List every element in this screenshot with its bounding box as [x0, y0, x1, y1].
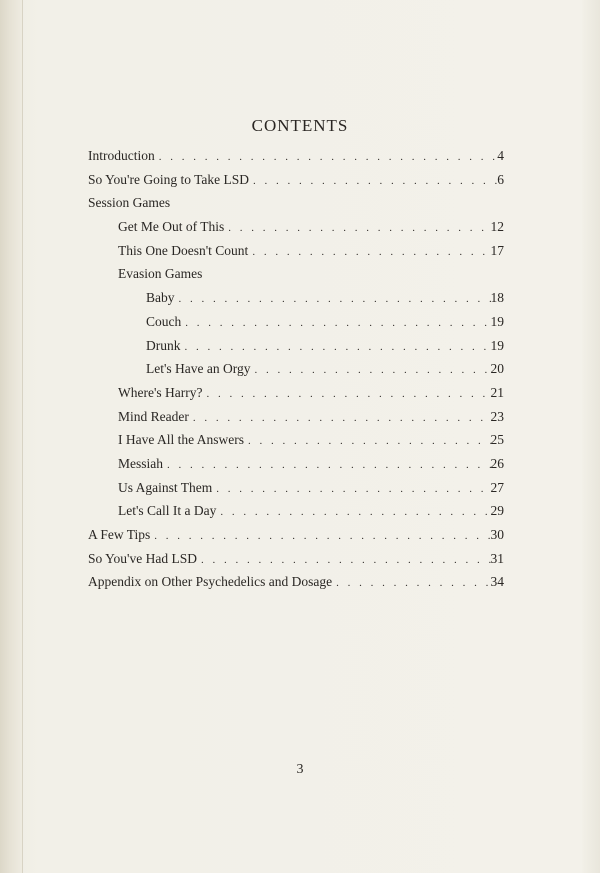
toc-entry-page: 27	[490, 479, 504, 495]
toc-entry-title: I Have All the Answers	[118, 432, 244, 448]
leader-dots	[252, 242, 490, 262]
toc-entry-page: 20	[490, 361, 504, 377]
toc-entry-title: Mind Reader	[118, 408, 189, 424]
toc-entry-page: 4	[497, 148, 504, 163]
leader-dots	[220, 502, 490, 522]
toc-entry-page: 18	[490, 290, 504, 306]
leader-dots	[216, 479, 490, 499]
toc-entry-page: 21	[490, 384, 504, 400]
leader-dots	[207, 384, 491, 404]
toc-entry-title: Drunk	[146, 337, 181, 353]
leader-dots	[255, 360, 491, 380]
toc-entry	[88, 241, 504, 265]
toc-entry-title: Let's Call It a Day	[118, 503, 217, 519]
toc-entry	[88, 264, 504, 288]
toc-entry	[88, 407, 504, 431]
toc-entry	[88, 359, 504, 383]
toc-entry	[88, 146, 504, 170]
leader-dots	[154, 526, 490, 546]
toc-entry	[88, 383, 504, 407]
toc-entry	[88, 572, 504, 596]
toc-entry-title: So You're Going to Take LSD	[88, 171, 249, 187]
leader-dots	[201, 550, 491, 570]
toc-entry-page: 25	[490, 432, 504, 448]
leader-dots	[228, 218, 490, 238]
toc-entry-page: 19	[490, 337, 504, 353]
toc-entry-title: Appendix on Other Psychedelics and Dosage	[88, 574, 333, 590]
toc-entry	[88, 430, 504, 454]
leader-dots	[336, 573, 490, 593]
toc-entry-page: 26	[490, 455, 504, 471]
toc-entry-title: Us Against Them	[118, 479, 213, 495]
leader-dots	[193, 408, 491, 428]
toc-entry-title: Let's Have an Orgy	[146, 361, 251, 377]
toc-entry-title: Where's Harry?	[118, 384, 203, 400]
toc-entry	[88, 288, 504, 312]
toc-entry-page: 19	[490, 313, 504, 329]
toc-entry-title: Introduction	[88, 148, 155, 163]
toc-entry	[88, 525, 504, 549]
leader-dots	[185, 313, 490, 333]
toc-entry-page: 31	[490, 550, 504, 566]
toc-entry-page: 34	[490, 574, 504, 590]
toc-entry	[88, 478, 504, 502]
toc-entry-title: Baby	[146, 290, 175, 306]
toc-entry	[88, 501, 504, 525]
leader-dots	[179, 289, 491, 309]
toc-entry-title: Get Me Out of This	[118, 219, 225, 235]
toc-entry-title: Couch	[146, 313, 182, 329]
toc-entry-title: Evasion Games	[118, 266, 203, 282]
toc-entry-title: Session Games	[88, 195, 171, 211]
leader-dots	[248, 431, 491, 451]
toc-entry-title: This One Doesn't Count	[118, 242, 249, 258]
toc-entry	[88, 454, 504, 478]
page-number: 3	[296, 762, 304, 777]
toc-entry-page: 17	[490, 242, 504, 258]
toc-entry	[88, 549, 504, 573]
toc-entry	[88, 312, 504, 336]
leader-dots	[185, 337, 491, 357]
leader-dots	[167, 455, 491, 475]
toc-entry	[88, 217, 504, 241]
toc-entry	[88, 170, 504, 194]
table-of-contents	[88, 146, 504, 596]
toc-entry	[88, 336, 504, 360]
page-title: CONTENTS	[251, 116, 349, 135]
leader-dots	[159, 147, 497, 167]
leader-dots	[253, 171, 497, 191]
toc-entry-title: Messiah	[118, 455, 163, 471]
toc-entry	[88, 193, 504, 217]
toc-entry-title: So You've Had LSD	[88, 550, 197, 566]
toc-entry-page: 30	[490, 527, 504, 542]
toc-entry-page: 23	[490, 408, 504, 424]
toc-entry-page: 6	[497, 171, 504, 187]
toc-entry-page: 12	[490, 219, 504, 235]
toc-entry-page: 29	[490, 503, 504, 519]
toc-entry-title: A Few Tips	[88, 527, 151, 542]
